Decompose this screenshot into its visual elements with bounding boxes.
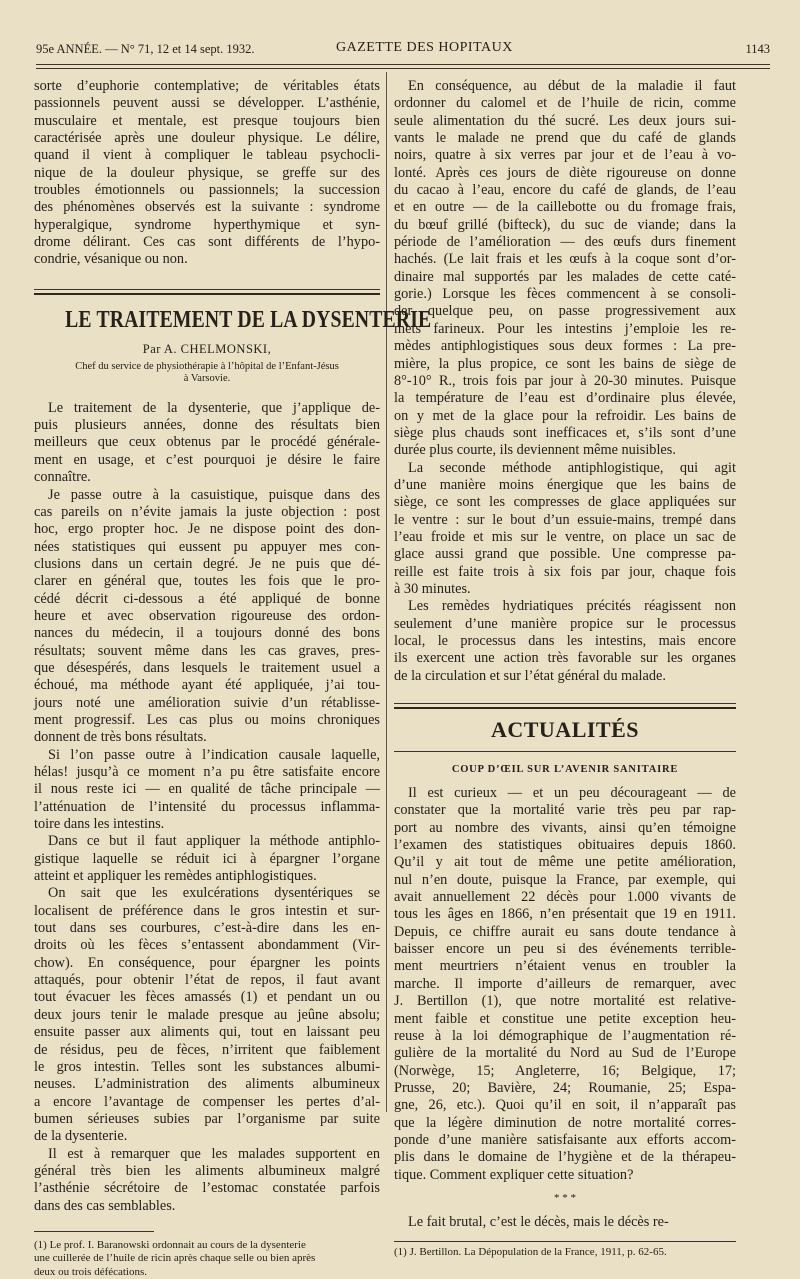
text-line: mèdes antiphlogistiques sous deux formes : La pre-: [394, 338, 736, 355]
text-line: musculaire et mentale, est presque toujours bien: [34, 112, 380, 129]
text-line: constater que la mortalité varie très peu par rap-: [394, 802, 736, 819]
text-line: Les remèdes hydriatiques précités réagissent non: [408, 598, 736, 615]
text-line: lonté. Après ces jours de diète rigoureuse on donne: [394, 164, 736, 181]
text-line: l’examen des statistiques obituaires depuis 1860.: [394, 837, 736, 854]
text-line: puis plusieurs années, donne des résultats bien: [34, 417, 380, 434]
text-line: clusions dans un certain degré. Je ne puis que dé-: [34, 555, 380, 572]
text-line: bumen sérieuses subies par l’organisme par suite: [34, 1110, 380, 1127]
text-line: d’une manière moins énergique que les bains de: [394, 476, 736, 493]
text-line: J. Bertillon (1), que notre mortalité est relative-: [394, 993, 736, 1010]
article-title: LE TRAITEMENT DE LA DYSENTERIE: [65, 306, 432, 333]
text-line: heure et avec observation rigoureuse des ordon-: [34, 607, 380, 624]
text-line: ensuite passer aux aliments qui, tout en laissant peu: [34, 1024, 380, 1041]
text-line: que désespérés, dans lesquels le traitement usuel a: [34, 659, 380, 676]
text-line: nul n’en doute, puisque la France, par exemple, qui: [394, 871, 736, 888]
text-line: Le traitement de la dysenterie, que j’applique de-: [48, 399, 380, 416]
text-line: échoué, ma méthode ayant été appliquée, j’ai tou-: [34, 677, 380, 694]
text-line: cas pareils on n’évite jamais la juste objection : post: [34, 503, 380, 520]
text-line: Depuis, ce chiffre aurait eu sans doute tendance à: [394, 923, 736, 940]
text-line: siège, ce sont les compresses de glace appliquées sur: [394, 494, 736, 511]
text-line: deux jours tenir le malade presque au jeûne absolu;: [34, 1006, 380, 1023]
text-line: Il est à remarquer que les malades supportent en: [48, 1145, 380, 1162]
text-line: l’atténuation de l’intensité du processus inflamma-: [34, 798, 380, 815]
text-line: tique. Comment expliquer cette situation?: [394, 1166, 634, 1183]
journal-title: GAZETTE DES HOPITAUX: [336, 40, 513, 55]
text-line: gistique laquelle se réduit ici à épargner l’organe: [34, 850, 380, 867]
text-line: jours noté une amélioration suivie d’un rétablisse-: [34, 694, 380, 711]
text-line: toire dans les intestins.: [34, 816, 165, 833]
text-line: quand il vient à compliquer le tableau psychocli-: [34, 147, 380, 164]
text-line: atteint et appliquer les remèdes antiphlogistiques.: [34, 868, 317, 885]
text-line: attaqués, pour obtenir l’état de repos, il faut avant: [34, 972, 380, 989]
text-line: que la légère diminution de notre mortalité corres-: [394, 1114, 736, 1131]
text-line: drome délirant. Ces cas sont différents de l’hypo-: [34, 234, 380, 251]
text-line: der quelque peu, on passe progressivement aux: [394, 303, 736, 320]
text-line: et en outre — de la caillebotte ou du fromage frais,: [394, 199, 736, 216]
intro-paragraph: [34, 78, 380, 269]
text-line: gulière de la mortalité du Nord au Sud de l’Europe: [394, 1045, 736, 1062]
section-subtitle: COUP D’ŒIL SUR L’AVENIR SANITAIRE: [451, 764, 679, 776]
text-line: l’eau froide et mis sur le ventre, on place un sac de: [394, 528, 736, 545]
text-line: glace aussi grand que possible. Une compresse pa-: [394, 546, 736, 563]
text-line: droits où les fèces s’entassent abondamment (Vir-: [34, 937, 380, 954]
text-line: ponde d’une manière satisfaisante aux efforts accom-: [394, 1131, 736, 1148]
text-line: la température de l’eau est d’ordinaire plus élevée,: [394, 390, 736, 407]
text-line: dinaire mal supportés par les malades de cette caté-: [394, 268, 736, 285]
text-line: gne, 26, etc.). Quoi qu’il en soit, il n’apparaît pas: [394, 1097, 736, 1114]
text-line: plis dans le domaine de l’hygiène et de la thérapeu-: [394, 1149, 736, 1166]
text-line: donnent de très bons résultats.: [34, 729, 207, 746]
text-line: ment faible et constitue une petite exception heu-: [394, 1010, 736, 1027]
text-line: à 30 minutes.: [394, 580, 471, 597]
page-header: [36, 40, 770, 62]
right-column: [394, 78, 736, 1260]
text-line: Il est curieux — et un peu décourageant — de: [408, 785, 736, 802]
text-line: marche. Il importe d’ailleurs de remarquer, avec: [394, 975, 736, 992]
text-line: neuses. L’administration des aliments albumineux: [34, 1076, 380, 1093]
text-line: Si l’on passe outre à l’indication causale laquelle,: [48, 746, 380, 763]
text-line: reille est faite trois à six fois par jour, chaque fois: [394, 563, 736, 580]
text-line: de la circulation et sur l’état général du malade.: [394, 667, 666, 684]
text-line: caractérisée après une douleur physique. Le délire,: [34, 130, 380, 147]
text-line: port au nombre des vivants, ainsi qu’en témoigne: [394, 819, 736, 836]
text-line: général très bien les aliments albumineux malgré: [34, 1162, 380, 1179]
text-line: (Norwège, 15; Angleterre, 16; Belgique, 17;: [394, 1062, 736, 1079]
section-separator: * * *: [554, 1191, 576, 1204]
header-rule-bottom: [36, 68, 770, 69]
text-line: En conséquence, au début de la maladie il faut: [408, 78, 736, 94]
text-line: mière, la plus propice, ce sont les bains de siège de: [394, 355, 736, 372]
text-line: de résidus, peu de fèces, n’irritent que faiblement: [34, 1041, 380, 1058]
text-line: Qu’il y ait tout de même une petite amélioration,: [394, 854, 736, 871]
text-line: durée plus courte, ils deviennent même nuisibles.: [394, 442, 676, 459]
text-line: sorte d’euphorie contemplative; de véritables états: [34, 78, 380, 94]
text-line: ordonner du calomel et de l’huile de ricin, comme: [394, 95, 736, 112]
footnote-line-1: (1) Le prof. I. Baranowski ordonnait au cours de la dysenterie: [34, 1238, 306, 1251]
text-line: chow). En conséquence, pour épargner les points: [34, 954, 380, 971]
text-line: Dans ce but il faut appliquer la méthode antiphlo-: [48, 833, 380, 850]
text-line: tout dans ses courbures, c’est-à-dire dans les en-: [34, 920, 380, 937]
text-line: noirs, quatre à six verres par jour et de l’eau à vo-: [394, 147, 736, 164]
text-line: du bœuf grillé (bifteck), du suc de viande; dans la: [394, 216, 736, 233]
footnote-line-3: deux ou trois défécations.: [34, 1265, 148, 1278]
text-line: il nous reste ici — en qualité de tâche principale —: [34, 781, 380, 798]
text-line: gorie.) Lorsque les fèces commencent à se consoli-: [394, 286, 736, 303]
text-line: On sait que les exulcérations dysentériques se: [48, 885, 380, 902]
text-line: Je passe outre à la casuistique, puisque dans des: [48, 486, 380, 503]
left-column: [34, 78, 432, 1279]
text-line: siège plus chauds sont inefficaces et, s’ils sont d’une: [394, 424, 736, 441]
text-line: ils exercent une action très favorable sur les organes: [394, 650, 736, 667]
text-line: seule alimentation du thé sucré. Les deux jours sui-: [394, 112, 736, 129]
right-footnote: (1) J. Bertillon. La Dépopulation de la France, 1911, p. 62-65.: [394, 1246, 667, 1259]
text-line: cédé décrit ci-dessous a été appliqué de bonne: [34, 590, 380, 607]
text-line: localisent de préférence dans le gros intestin et sur-: [34, 902, 380, 919]
text-line: clarer en général que, toutes les fois que le pro-: [34, 573, 380, 590]
footnote-line-2: une cuillerée de l’huile de ricin après chaque selle ou bien après: [34, 1252, 316, 1265]
section-body: [394, 785, 736, 1184]
last-line: Le fait brutal, c’est le décès, mais le décès re-: [408, 1213, 669, 1230]
text-line: hoc, ergo propter hoc. Je ne dispose point des don-: [34, 521, 380, 538]
text-line: Prusse, 20; Bavière, 24; Roumanie, 25; Espa-: [394, 1079, 736, 1096]
text-line: dans des cas semblables.: [34, 1197, 176, 1214]
text-line: le ventre : sur le bout d’un essuie-mains, trempé dans: [394, 511, 736, 528]
text-line: ment meurtriers n’étaient venus en troubler la: [394, 958, 736, 975]
footnote: [34, 1239, 380, 1279]
text-line: condrie, vésanique ou non.: [34, 251, 188, 268]
text-line: local, le processus dans les intestins, mais encore: [394, 633, 736, 649]
text-line: baisser encore un peu si des événements terrible-: [394, 941, 736, 958]
text-line: seulement d’une manière propice sur le processus: [394, 615, 736, 632]
text-line: du cacao à l’eau, encore du café de glands, de l’eau: [394, 182, 736, 199]
text-line: tous les âges en 1866, n’en présentait que 19 en 1911.: [394, 906, 736, 923]
article-body: [34, 400, 380, 1215]
text-line: le gros intestin. Telles sont les substances albumi-: [34, 1058, 380, 1075]
text-line: l’asthénie sécrétoire de l’estomac constatée parfois: [34, 1180, 380, 1197]
text-line: vants le malade ne prend que du café de glands: [394, 130, 736, 147]
text-line: hyperalgique, syndrome hyperthymique et syn-: [34, 216, 380, 233]
text-line: La seconde méthode antiphlogistique, qui agit: [408, 459, 736, 476]
text-line: hachés. (Le lait frais et les œufs à la coque sont d’or-: [394, 251, 736, 268]
issue-info: 95e ANNÉE. — N° 71, 12 et 14 sept. 1932.: [36, 42, 255, 56]
text-line: troubles émotionnels ou passionnels; la succession: [34, 182, 380, 199]
text-line: hélas! jusqu’à ce moment n’a pu être satisfaite encore: [34, 764, 380, 780]
text-line: reuse à la loi démographique de l’augmentation ré-: [394, 1027, 736, 1044]
text-line: on y met de la glace pour la refroidir. Les bains de: [394, 407, 736, 424]
text-line: 8°-10° R., trois fois par jour à 20-30 minutes. Puisque: [394, 372, 736, 389]
text-line: ment progressif. Les cas plus ou moins chroniques: [34, 711, 380, 728]
text-line: ment en usage, et c’est pourquoi je désire le faire: [34, 451, 380, 468]
text-line: nique de la douleur physique, se greffe sur des: [34, 164, 380, 181]
text-line: meilleurs que ceux obtenus par le procédé générale-: [34, 434, 380, 451]
text-line: nances du médecin, il a toujours donné des bons: [34, 625, 380, 642]
text-line: période de l’amélioration — des œufs durs finement: [394, 234, 736, 251]
section-title: ACTUALITÉS: [490, 717, 640, 743]
text-line: connaître.: [34, 469, 91, 486]
text-line: avait annuellement 22 décès pour 1.000 vivants de: [394, 889, 736, 906]
header-rule-top: [36, 64, 770, 65]
author-affiliation: [34, 361, 380, 386]
text-line: des phénomènes observés est la suivante : syndrome: [34, 199, 380, 216]
text-line: résultats; souvent même dans les cas graves, pres-: [34, 642, 380, 659]
affiliation-line-2: à Varsovie.: [183, 373, 231, 385]
column-divider: [386, 72, 387, 1112]
text-line: nées statistiques qui eussent pu appuyer mes con-: [34, 538, 380, 555]
text-line: tout évacuer les fèces amassés (1) et pendant un ou: [34, 989, 380, 1006]
text-line: mets farineux. Pour les intestins j’emploie les re-: [394, 320, 736, 337]
page-number: 1143: [745, 42, 770, 56]
article-byline: Par A. CHELMONSKI,: [142, 341, 272, 356]
text-line: a encore l’avantage de compenser les pertes d’al-: [34, 1093, 380, 1110]
article-continuation: [394, 78, 736, 685]
text-line: de la dysenterie.: [34, 1128, 128, 1145]
affiliation-line-1: Chef du service de physiothérapie à l’hôpital de l’Enfant-Jésus: [75, 360, 339, 372]
text-line: passionnels peuvent aussi se développer. L’asthénie,: [34, 95, 380, 112]
